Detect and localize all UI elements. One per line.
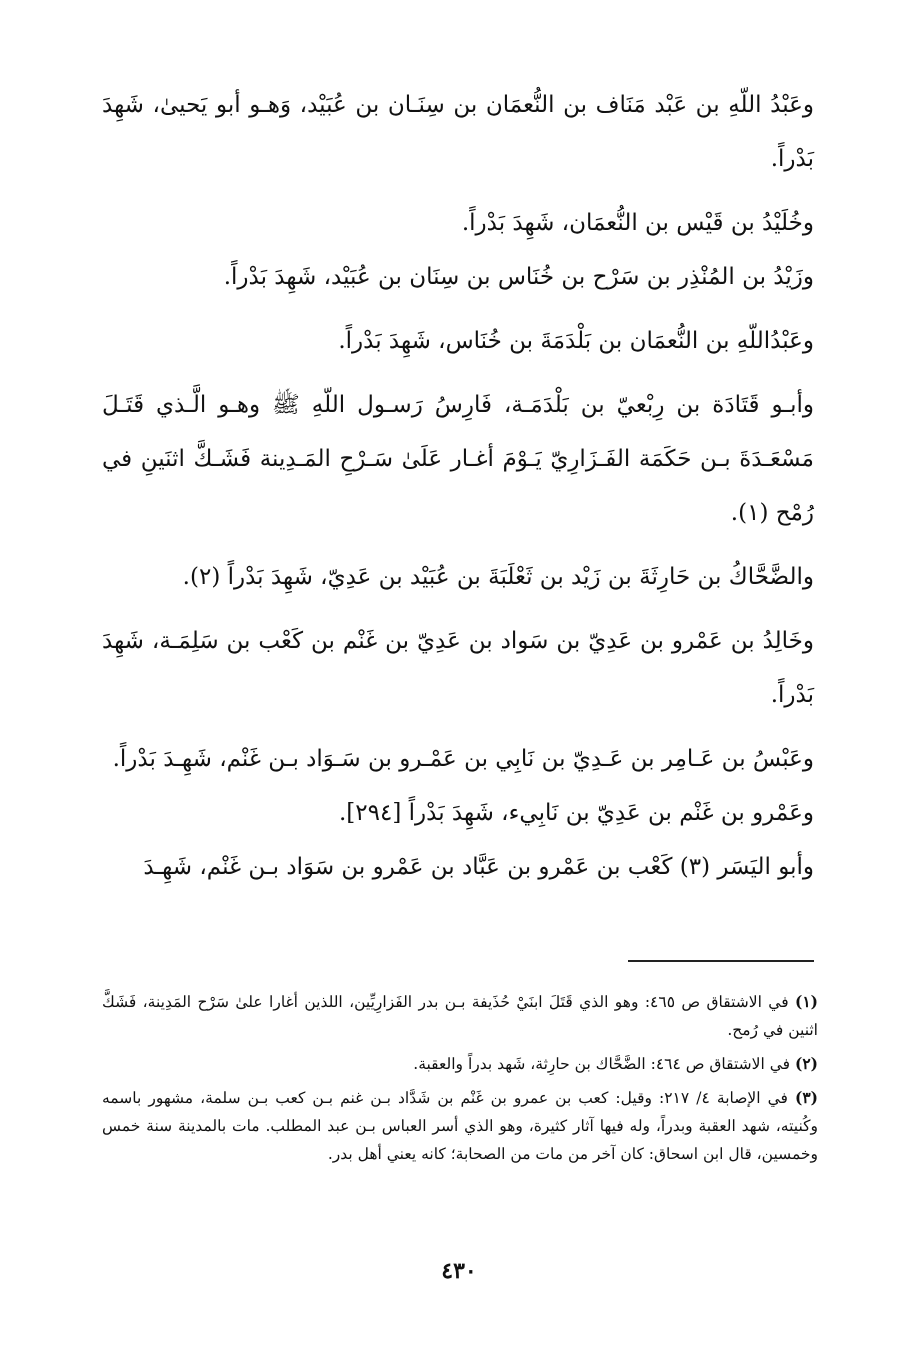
footnote-3 bbox=[102, 1084, 818, 1168]
paragraph-khulayd: وخُلَيْدُ بن قَيْس بن النُّعمَان، شَهِدَ بَدْراً. bbox=[461, 210, 814, 236]
footnotes-section bbox=[102, 988, 818, 1174]
footnote-1 bbox=[102, 988, 818, 1044]
footnote-number: (١) bbox=[794, 992, 818, 1011]
paragraph-amr: وعَمْرو بن غَنْم بن عَدِيّ بن نَابِيء، شَهِدَ بَدْراً [٢٩٤]. bbox=[339, 800, 814, 826]
paragraph-gap bbox=[102, 722, 814, 732]
footnote-text: في الاشتقاق ص ٤٦٥: وهو الذي قَتَلَ ابنَيْ حُذَيفة بـن بدر الفَزارِيِّين، اللذين أغارا علىٰ سَرْح المَدِينة، فَشَكَّ اثنين في رُمح. bbox=[102, 993, 818, 1039]
footnote-number: (٢) bbox=[794, 1054, 818, 1073]
paragraph-gap bbox=[102, 186, 814, 196]
paragraph-abdullah-numan: وعَبْدُاللّهِ بن النُّعمَان بن بَلْدَمَةَ بن خُنَاس، شَهِدَ بَدْراً. bbox=[338, 328, 814, 354]
paragraph-abu-qatada: وأبـو قَتَادَة بن رِبْعيّ بن بَلْدَمَـة، فَارِسُ رَسـول اللّهِ ﷺ وهـو الَّـذي قَتَـلَ مَسْعَـدَةَ بـن حَكَمَة الفَـزَارِيّ يَـوْمَ أغـار عَلَىٰ سَـرْحِ المَـدِينة فَشَـكَّ اثنَينِ في رُمْح (١). bbox=[102, 392, 814, 526]
paragraph-dahhak: والضَّحَّاكُ بن حَارِثَةَ بن زَيْد بن ثَعْلَبَةَ بن عُبَيْد بن عَدِيّ، شَهِدَ بَدْراً (٢). bbox=[182, 564, 814, 590]
footnote-2 bbox=[102, 1050, 818, 1078]
footnote-number: (٣) bbox=[794, 1088, 818, 1107]
footnote-text: في الإصابة ٤/ ٢١٧: وقيل: كعب بن عمرو بن غَنْم بن شَدَّاد بـن غنم بـن كعب بـن سلمة، مشهور باسمه وكُنيته، شهد العقبة وبدراً، وله فيها آثار كثيرة، وهو الذي أسر العباس بـن عبد المطلب. مات بالمدينة سنة خمس وخمسين، قال ابن اسحاق: كان آخر من مات من الصحابة؛ كانه يعني أهل بدر. bbox=[102, 1089, 818, 1163]
paragraph-gap bbox=[102, 304, 814, 314]
footnote-text: في الاشتقاق ص ٤٦٤: الضَّحَّاك بن حارِثة، شَهد بدراً والعقبة. bbox=[413, 1055, 791, 1073]
paragraph-zayd: وزَيْدُ بن المُنْذِر بن سَرْح بن خُنَاس بن سِنَان بن عُبَيْد، شَهِدَ بَدْراً. bbox=[223, 264, 814, 290]
paragraph-abu-al-yasar: وأبو اليَسَر (٣) كَعْب بن عَمْرو بن عَبَّاد بن عَمْرو بن سَوَاد بـن غَنْم، شَهِـدَ bbox=[143, 854, 814, 880]
paragraph-abdullah-abd-manaf: وعَبْدُ اللّهِ بن عَبْد مَنَاف بن النُّعمَان بن سِنَـان بن عُبَيْد، وَهـو أبو يَحيىٰ، شَهِدَ بَدْراً. bbox=[102, 92, 814, 172]
paragraph-khalid: وخَالِدُ بن عَمْرو بن عَدِيّ بن سَواد بن عَدِيّ بن غَنْم بن كَعْب بن سَلِمَـة، شَهِدَ بَدْراً. bbox=[102, 628, 814, 708]
paragraph-abs: وعَبْسُ بن عَـامِر بن عَـدِيّ بن نَابِي بن عَمْـرو بن سَـوَاد بـن غَنْم، شَهِـدَ بَدْراً. bbox=[112, 746, 814, 772]
page-number: ٤٣٠ bbox=[441, 1258, 477, 1284]
paragraph-gap bbox=[102, 368, 814, 378]
footnote-separator bbox=[628, 960, 814, 962]
paragraph-gap bbox=[102, 540, 814, 550]
main-text-body bbox=[102, 78, 814, 894]
paragraph-gap bbox=[102, 604, 814, 614]
